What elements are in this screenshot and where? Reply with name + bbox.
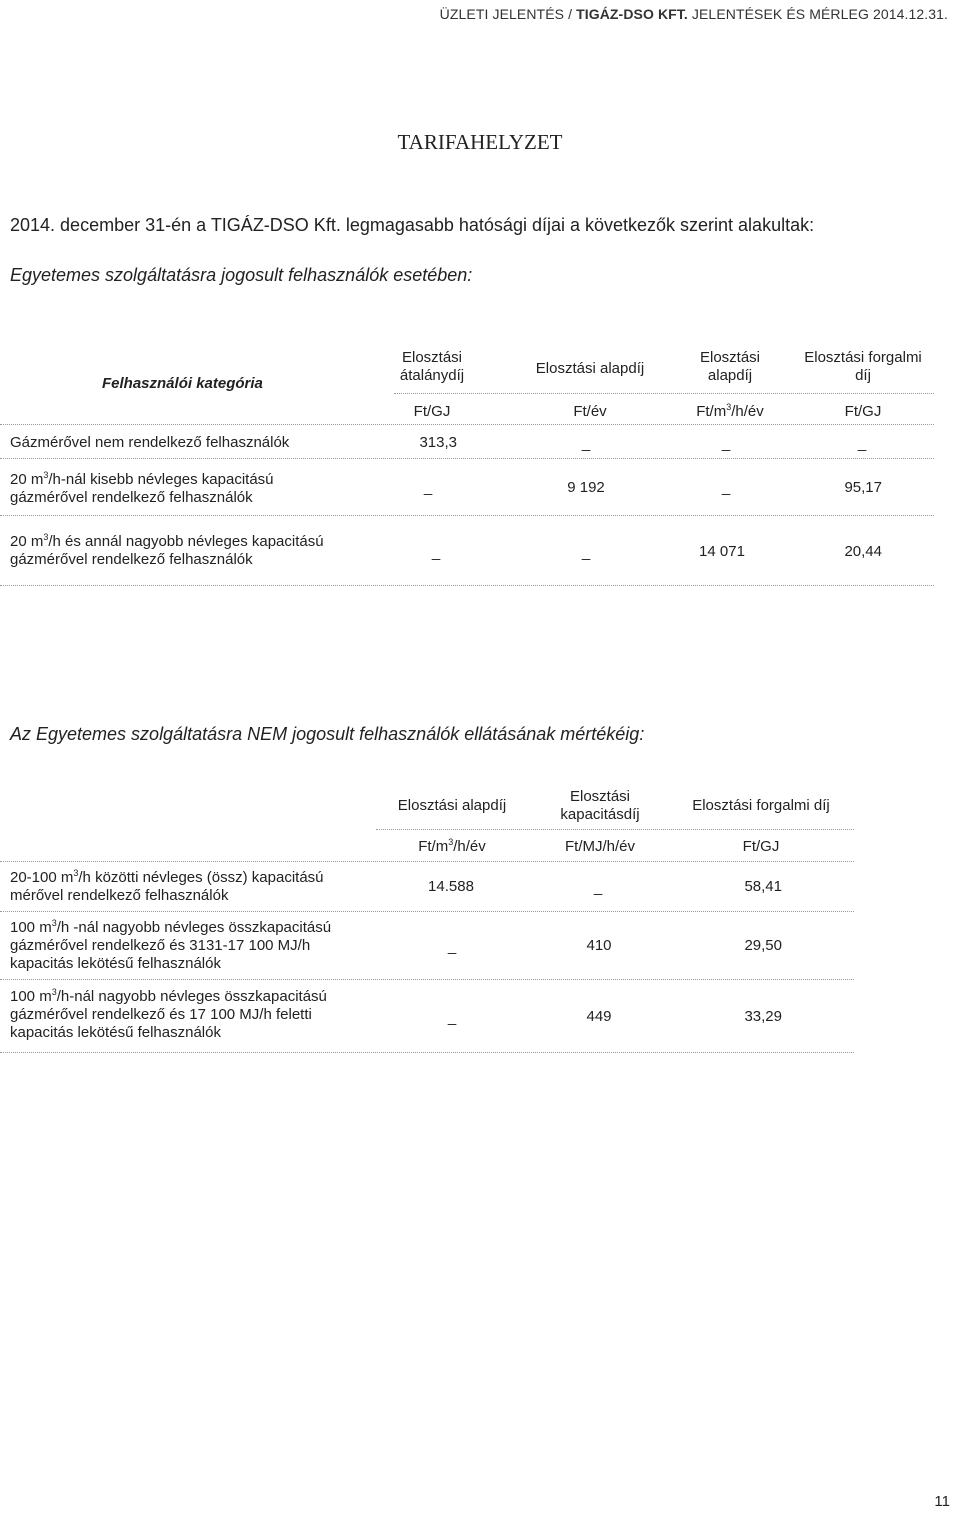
- header-company: TIGÁZ-DSO KFT.: [576, 6, 688, 22]
- row1-val3: _: [721, 435, 731, 452]
- row-divider: [0, 1052, 854, 1053]
- row3-val2: _: [581, 544, 591, 561]
- row3-val4: 20,44: [844, 543, 882, 560]
- row-divider: [0, 515, 934, 516]
- s2-row3-label-line3: kapacitás lekötésű felhasználók: [10, 1024, 221, 1041]
- page-title: TARIFAHELYZET: [397, 130, 563, 154]
- s2-col3-unit: Ft/GJ: [742, 838, 780, 855]
- intro-text: 2014. december 31-én a TIGÁZ-DSO Kft. legmagasabb hatósági díjai a következők szerint alakultak:: [10, 215, 815, 235]
- section2-heading: Az Egyetemes szolgáltatásra NEM jogosult felhasználók ellátásának mértékéig:: [10, 724, 645, 744]
- s2-row2-val3: 29,50: [744, 937, 782, 954]
- col4-unit: Ft/GJ: [844, 403, 882, 420]
- s2-row2-val2: 410: [586, 937, 612, 954]
- row-divider: [0, 911, 854, 912]
- s2-row1-val3: 58,41: [744, 878, 782, 895]
- s2-col1-header: Elosztási alapdíj: [397, 797, 507, 814]
- row1-val4: _: [857, 435, 867, 452]
- col1-header-line1: Elosztási: [401, 349, 463, 366]
- s2-row3-val2: 449: [586, 1008, 612, 1025]
- row3-val3: 14 071: [699, 543, 745, 560]
- row3-label-line2: gázmérővel rendelkező felhasználók: [10, 551, 253, 568]
- s2-row3-val3: 33,29: [744, 1008, 782, 1025]
- s2-row1-val2: _: [593, 879, 603, 896]
- s2-col2-header-line1: Elosztási: [569, 788, 631, 805]
- row2-val4: 95,17: [844, 479, 882, 496]
- header-suffix: JELENTÉSEK ÉS MÉRLEG 2014.12.31.: [687, 6, 948, 22]
- row3-val1: _: [431, 544, 441, 561]
- s2-col3-header: Elosztási forgalmi díj: [692, 797, 830, 814]
- category-header: Felhasználói kategória: [102, 375, 263, 392]
- header-divider: [376, 829, 854, 830]
- running-header: [440, 6, 948, 22]
- s2-row1-val1: 14.588: [428, 878, 474, 895]
- row-divider: [0, 424, 934, 425]
- s2-row1-label-line1: 20-100 $m^3/h$ közötti névleges (össz) kapacitású: [10, 868, 324, 886]
- row1-val2: _: [581, 435, 591, 452]
- row1-label: Gázmérővel nem rendelkező felhasználók: [10, 434, 290, 451]
- header-divider: [394, 393, 934, 394]
- col4-header-line1: Elosztási forgalmi: [804, 349, 922, 366]
- row-divider: [0, 585, 934, 586]
- col1-unit: Ft/GJ: [413, 403, 451, 420]
- section1-heading: Egyetemes szolgáltatásra jogosult felhasználók esetében:: [10, 265, 473, 285]
- row2-val2: 9 192: [567, 479, 605, 496]
- row3-label-line1: 20 $m^3/h$ és annál nagyobb névleges kapacitású: [10, 532, 324, 550]
- s2-row2-label-line3: kapacitás lekötésű felhasználók: [10, 955, 221, 972]
- col1-header-line2: átalánydíj: [399, 367, 465, 384]
- s2-col1-unit: $Ft/m^3/h/év$: [418, 837, 486, 855]
- row2-val3: _: [721, 479, 731, 496]
- s2-row3-label-line1: 100 $m^3/h$-nál nagyobb névleges összkapacitású: [10, 987, 327, 1005]
- s2-row3-val1: _: [447, 1009, 457, 1026]
- s2-row2-label-line2: gázmérővel rendelkező és 3131-17 100 MJ/h: [10, 937, 311, 954]
- col3-unit: $Ft/m^3/h/év$: [696, 402, 764, 420]
- row-divider: [0, 458, 934, 459]
- page-number: 11: [934, 1493, 950, 1510]
- s2-row3-label-line2: gázmérővel rendelkező és 17 100 MJ/h feletti: [10, 1006, 312, 1023]
- row-divider: [0, 979, 854, 980]
- col3-header-line1: Elosztási: [699, 349, 761, 366]
- s2-col2-unit: Ft/MJ/h/év: [564, 838, 636, 855]
- row-divider: [0, 861, 854, 862]
- s2-row1-label-line2: mérővel rendelkező felhasználók: [10, 887, 229, 904]
- col2-unit: Ft/év: [573, 403, 607, 420]
- row2-label-line2: gázmérővel rendelkező felhasználók: [10, 489, 253, 506]
- col3-header-line2: alapdíj: [707, 367, 753, 384]
- row2-label-line1: 20 $m^3/h$-nál kisebb névleges kapacitású: [10, 470, 274, 488]
- row1-val1: 313,3: [419, 434, 457, 451]
- row2-val1: _: [423, 479, 433, 496]
- col4-header-line2: díj: [855, 367, 871, 384]
- s2-row2-label-line1: 100 $m^3/h$ -nál nagyobb névleges összkapacitású: [10, 918, 332, 936]
- s2-row2-val1: _: [447, 938, 457, 955]
- s2-col2-header-line2: kapacitásdíj: [560, 806, 640, 823]
- header-prefix: ÜZLETI JELENTÉS /: [439, 6, 577, 22]
- col2-header: Elosztási alapdíj: [535, 360, 645, 377]
